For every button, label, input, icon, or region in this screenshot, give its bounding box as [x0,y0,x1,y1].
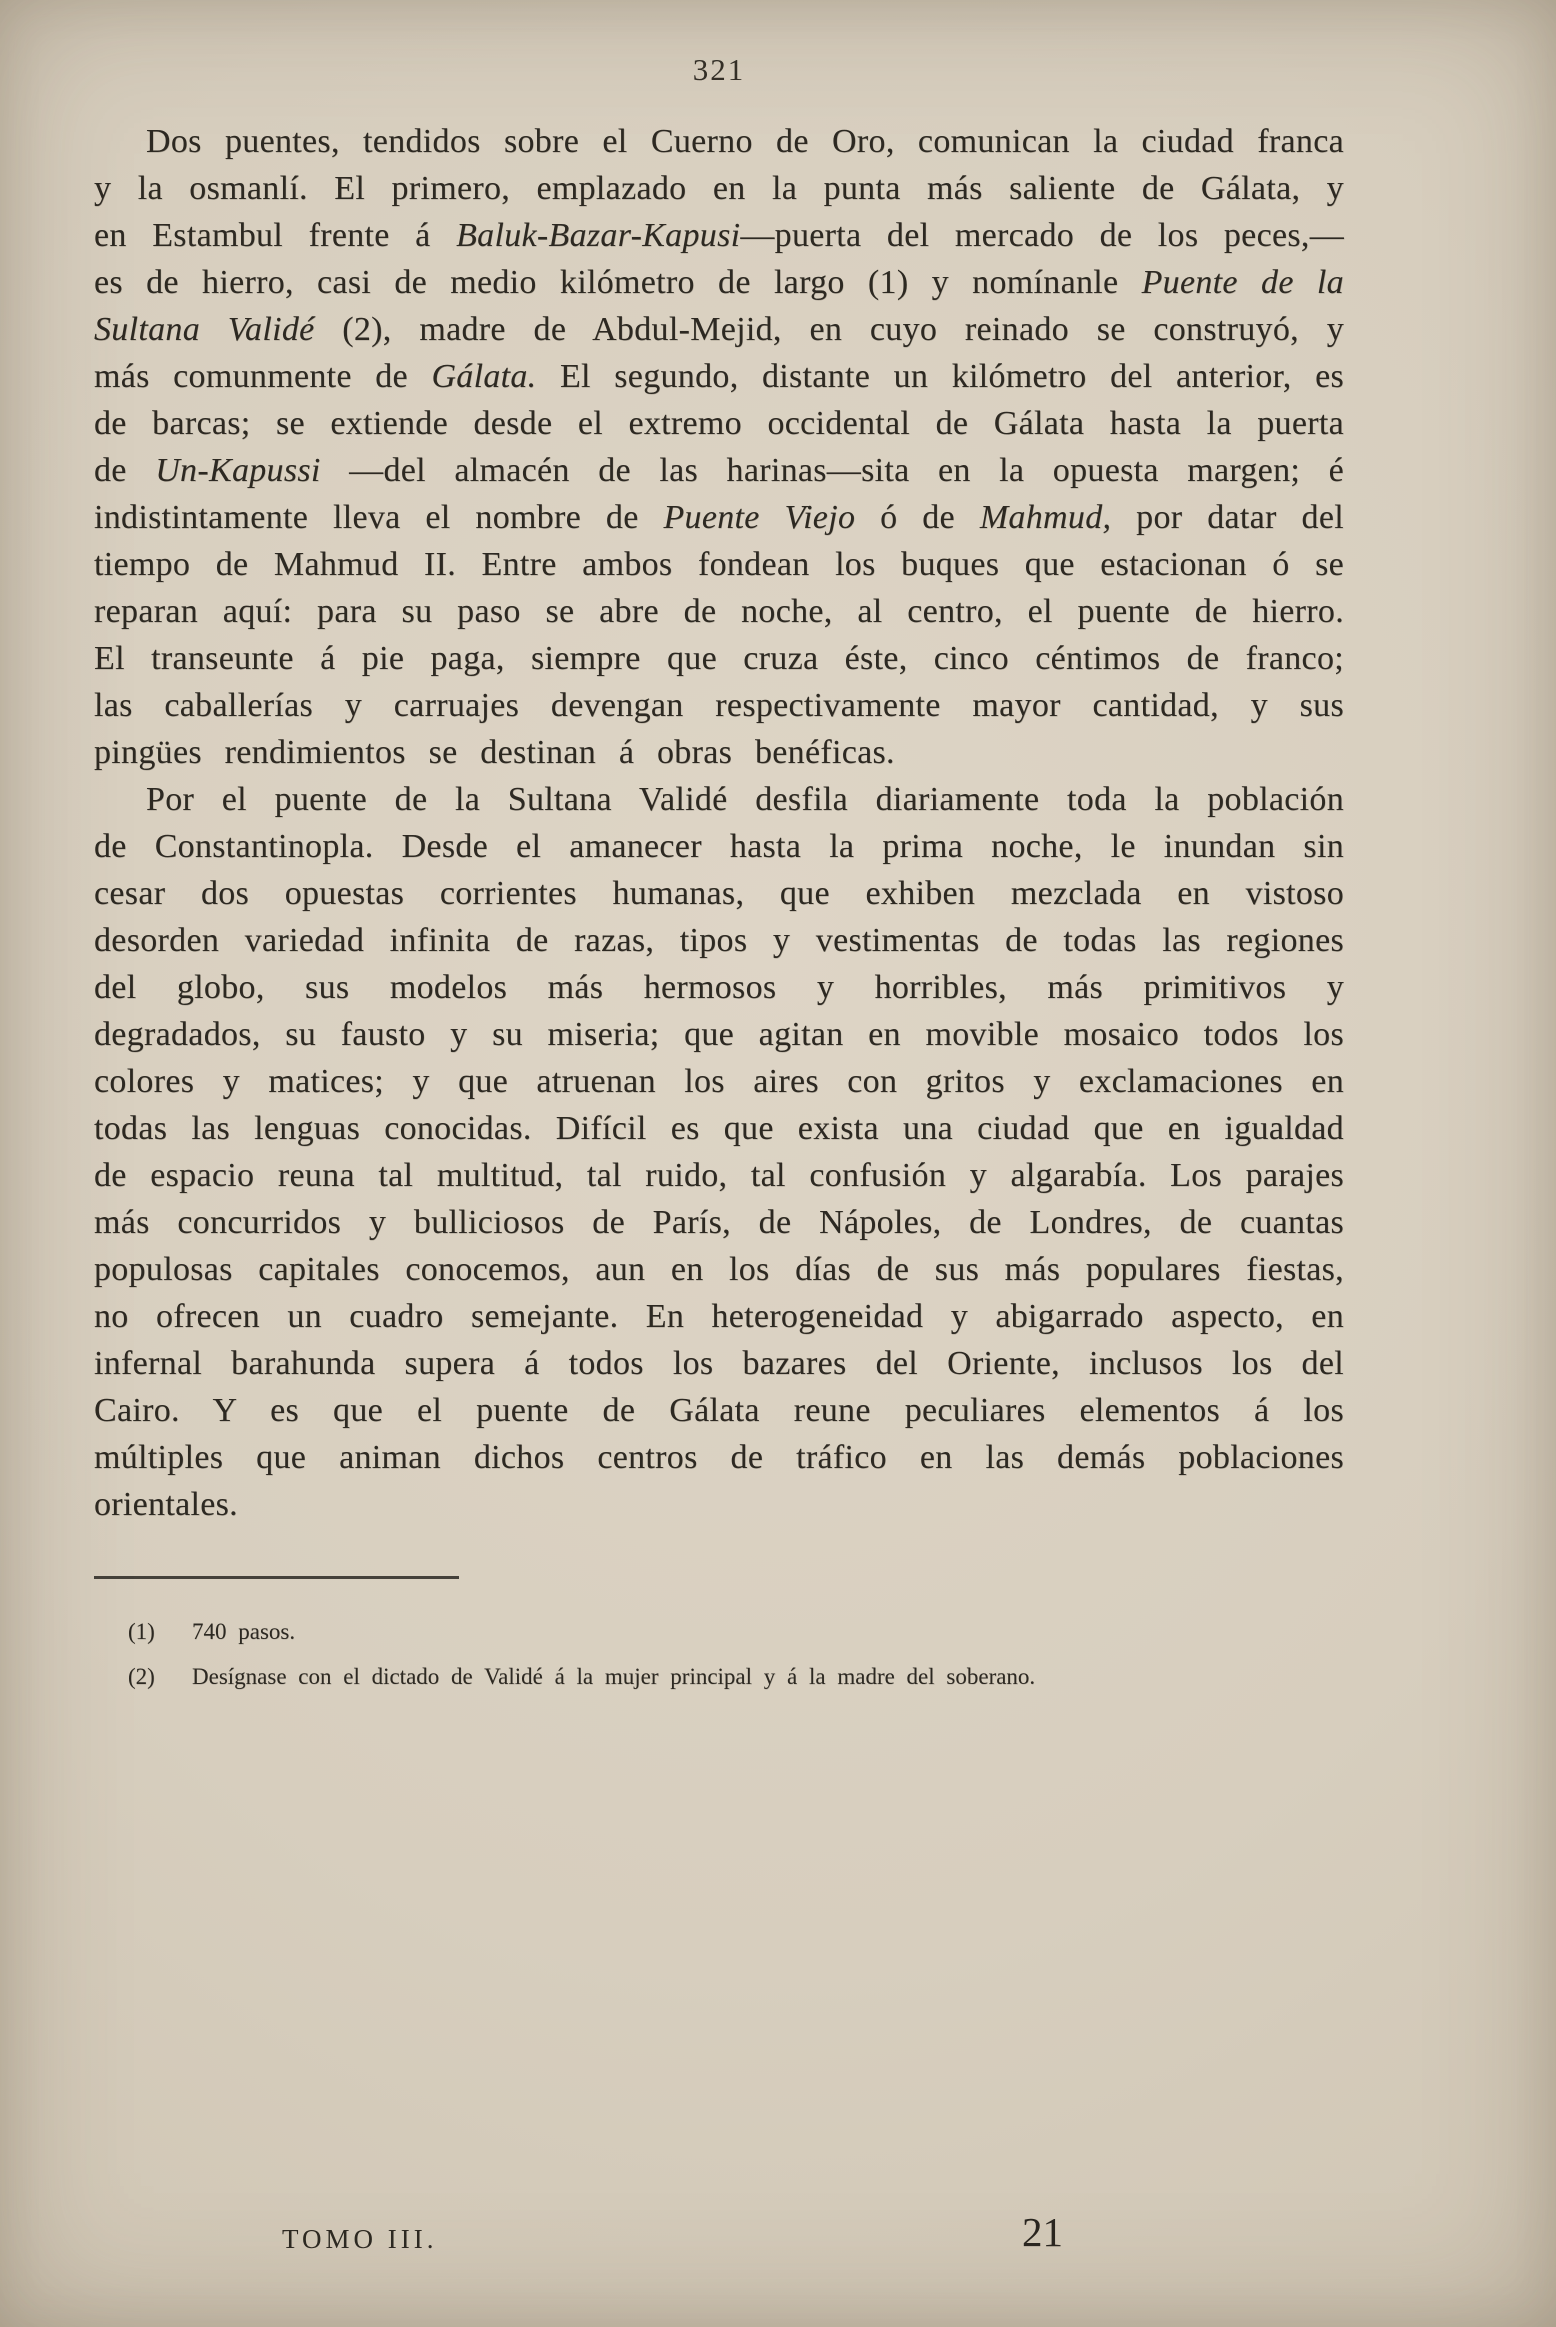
page-number: 321 [692,52,746,87]
paragraph-crowds: Por el puente de la Sultana Validé desfila diariamente toda la población de Constantinopla. Desde el amanecer hasta la prima noche, le inundan sin cesar dos opuestas corrientes humanas, que exhiben mezclada en vistoso desorden variedad infinita de razas, tipos y vestimentas de todas las regiones del globo, sus modelos más hermosos y horribles, más primitivos y degradados, su fausto y su miseria; que agitan en movible mosaico todos los colores y matices; y que atruenan los aires con gritos y exclamaciones en todas las lenguas conocidas. Difícil es que exista una ciudad que en igualdad de espacio reuna tal multitud, tal ruido, tal confusión y algarabía. Los parajes más concurridos y bulliciosos de París, de Nápoles, de Londres, de cuantas populosas capitales conocemos, aun en los días de sus más populares fiestas, no ofrecen un cuadro semejante. En heterogeneidad y abigarrado aspecto, en infernal barahunda supera á todos los bazares del Oriente, inclusos los del Cairo. Y es que el puente de Gálata reune peculiares elementos á los múltiples que animan dichos centros de tráfico en las demás poblaciones orientales. [94,781,1344,1523]
paragraph-bridges: Dos puentes, tendidos sobre el Cuerno de Oro, comunican la ciudad franca y la osmanlí. El primero, emplazado en la punta más saliente de Gálata, y en Estambul frente á Baluk-Bazar-Kapusi—puerta del mercado de los peces,—es de hierro, casi de medio kilómetro de largo (1) y nomínanle Puente de la Sultana Validé (2), madre de Abdul-Mejid, en cuyo reinado se construyó, y más comunmente de Gálata. El segundo, distante un kilómetro del anterior, es de barcas; se extiende desde el extremo occidental de Gálata hasta la puerta de Un-Kapussi —del almacén de las harinas—sita en la opuesta margen; é indistintamente lleva el nombre de Puente Viejo ó de Mahmud, por datar del tiempo de Mahmud II. Entre ambos fondean los buques que estacionan ó se reparan aquí: para su paso se abre de noche, al centro, el puente de hierro. El transeunte á pie paga, siempre que cruza éste, cinco céntimos de franco; las caballerías y carruajes devengan respectivamente mayor cantidad, y sus pingües rendimientos se destinan á obras benéficas. [94,123,1344,771]
footnote-2-label: (2) [128,1664,155,1689]
volume-label: TOMO III. [282,2224,438,2254]
footnotes [128,1609,1356,1699]
footnote-1 [128,1609,1356,1654]
footnote-1-label: (1) [128,1619,155,1644]
body-text [94,118,1344,1528]
footnote-2-text: Desígnase con el dictado de Validé á la mujer principal y á la madre del soberano. [192,1664,1036,1689]
signature-number: 21 [1022,2209,1063,2255]
footnote-1-text: 740 pasos. [192,1619,296,1644]
page-footer [94,2208,1344,2288]
footnote-separator [94,1576,459,1579]
footnote-2 [128,1654,1356,1699]
